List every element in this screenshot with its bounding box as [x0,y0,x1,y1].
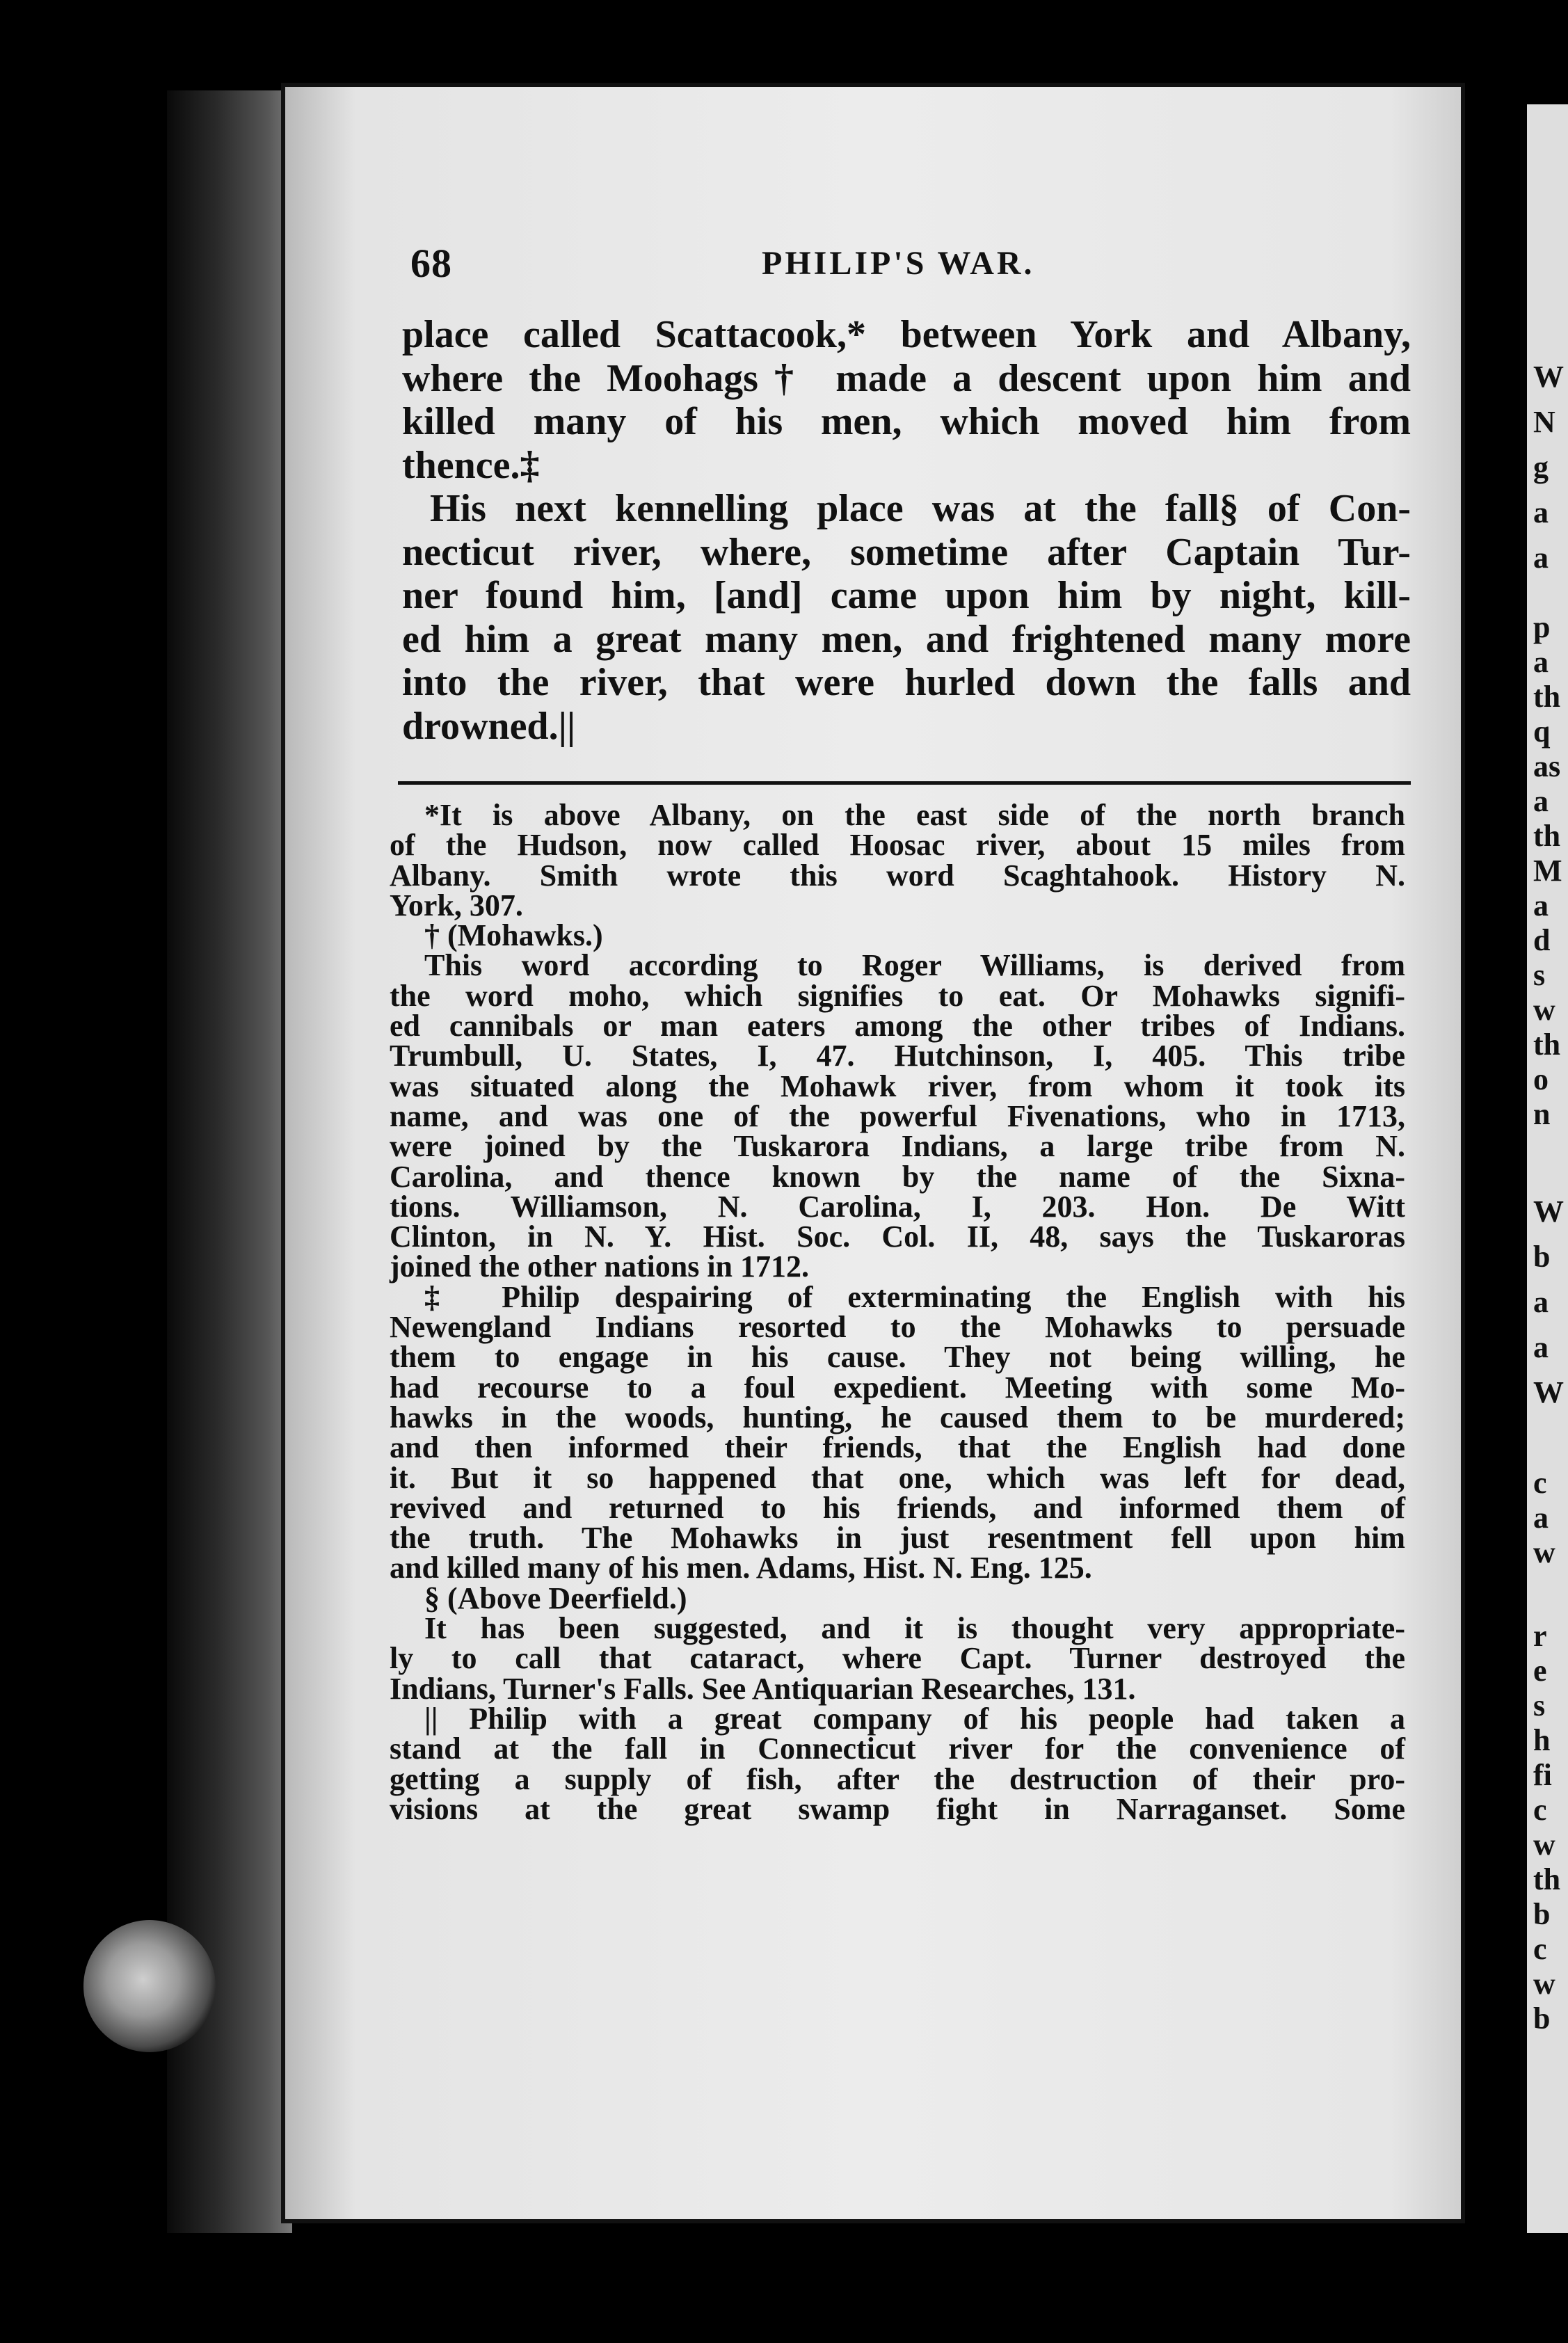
adjacent-page-fragment: w [1533,1967,1555,2001]
text-line: His next kennelling place was at the fall§ of Con- [430,487,1411,530]
footnote-line: Carolina, and thence known by the name of the Sixna- [390,1159,1405,1194]
footnote-line: of the Hudson, now called Hoosac river, about 15 miles from [390,828,1405,863]
adjacent-page-fragment: as [1533,749,1561,783]
footnote-line: § (Above Deerfield.) [424,1581,687,1615]
text-line: into the river, that were hurled down the falls and [402,661,1411,704]
adjacent-page-fragment: o [1533,1062,1549,1096]
adjacent-page-fragment: w [1533,993,1555,1027]
footnote-line: name, and was one of the powerful Fivenations, who in 1713, [390,1098,1405,1133]
adjacent-page-fragment: W [1533,1375,1564,1409]
adjacent-page-fragment: th [1533,680,1561,714]
footnote-line: tions. Williamson, N. Carolina, I, 203. Hon. De Witt [390,1189,1405,1224]
adjacent-page-fragment: s [1533,958,1546,992]
footnote-line: them to engage in his cause. They not being willing, he [390,1340,1405,1375]
adjacent-page-fragment: a [1533,784,1549,818]
page-number: 68 [410,241,452,286]
footnote-line: This word according to Roger Williams, is derived from [424,948,1405,983]
footnote-line: Albany. Smith wrote this word Scaghtahook. History N. [390,858,1405,893]
adjacent-page-fragment: W [1533,360,1564,394]
text-line: killed many of his men, which moved him from [402,400,1411,443]
book-spine-gutter [167,90,292,2233]
footnote-line: || Philip with a great company of his people had taken a [424,1701,1405,1736]
adjacent-page-fragment: W [1533,1194,1564,1229]
main-text [402,313,1411,748]
text-line: ner found him, [and] came upon him by night, kill- [402,574,1411,617]
adjacent-page-fragment: d [1533,923,1551,957]
text-line: drowned.|| [402,704,576,748]
footnote-line: getting a supply of fish, after the destruction of their pro- [390,1761,1405,1796]
adjacent-page-fragment: e [1533,1654,1547,1688]
footnote-divider [398,781,1411,785]
footnote-line: and then informed their friends, that the English had done [390,1430,1405,1465]
footnote-line: Clinton, in N. Y. Hist. Soc. Col. II, 48, says the Tuskaroras [390,1220,1405,1254]
footnote-line: † (Mohawks.) [424,918,603,953]
adjacent-page-fragment: th [1533,1027,1561,1062]
adjacent-page-fragment: a [1533,1501,1549,1535]
adjacent-page-fragment: M [1533,854,1562,888]
footnote-line: were joined by the Tuskarora Indians, a large tribe from N. [390,1129,1405,1164]
adjacent-page-fragment: c [1533,1932,1547,1966]
footnote-line: Newengland Indians resorted to the Mohawks to persuade [390,1310,1405,1345]
text-line: necticut river, where, sometime after Captain Tur- [402,530,1411,574]
adjacent-page-fragment: a [1533,1330,1549,1364]
page-stain [83,1920,216,2052]
footnote-line: ly to call that cataract, where Capt. Turner destroyed the [390,1641,1405,1676]
adjacent-page-fragment: b [1533,1240,1551,1274]
running-head: PHILIP'S WAR. [762,245,1035,282]
footnote-line: It has been suggested, and it is thought very appropriate- [424,1611,1405,1646]
adjacent-page-fragment: w [1533,1535,1555,1569]
adjacent-page-fragment: c [1533,1466,1547,1500]
footnote-line: the truth. The Mohawks in just resentment fell upon him [390,1521,1405,1556]
adjacent-page-fragment: g [1533,450,1549,484]
adjacent-page-fragment: th [1533,819,1561,853]
adjacent-page-fragment: r [1533,1619,1547,1653]
adjacent-page-fragment: a [1533,888,1549,922]
text-line: ed him a great many men, and frightened many more [402,617,1411,661]
adjacent-page-fragment: p [1533,610,1551,644]
adjacent-page-fragment: th [1533,1862,1561,1896]
footnote-line: had recourse to a foul expedient. Meeting with some Mo- [390,1370,1405,1405]
adjacent-page-fragment: b [1533,1897,1551,1931]
adjacent-page-fragment: s [1533,1688,1546,1722]
text-line: thence.‡ [402,443,540,487]
adjacent-page-fragment: a [1533,495,1549,529]
footnote-line: *It is above Albany, on the east side of the north branch [424,798,1405,832]
adjacent-page-fragment: b [1533,2001,1551,2036]
adjacent-page-fragment: a [1533,645,1549,679]
adjacent-page-fragment: w [1533,1828,1555,1862]
footnote-line: York, 307. [390,888,523,922]
text-line: where the Moohags† made a descent upon him and [402,356,1411,400]
footnote-line: it. But it so happened that one, which was left for dead, [390,1460,1405,1495]
adjacent-page-fragment: a [1533,1285,1549,1319]
footnote-line: revived and returned to his friends, and informed them of [390,1490,1405,1525]
adjacent-page-fragment: q [1533,714,1551,749]
adjacent-page-fragment: n [1533,1097,1551,1131]
footnote-line: Indians, Turner's Falls. See Antiquarian Researches, 131. [390,1671,1136,1706]
adjacent-page-fragment: h [1533,1723,1551,1757]
footnote-line: ed cannibals or man eaters among the other tribes of Indians. [390,1009,1405,1043]
footnote-line: joined the other nations in 1712. [390,1249,810,1284]
footnote-line: hawks in the woods, hunting, he caused them to be murdered; [390,1400,1405,1434]
adjacent-page-fragment: c [1533,1793,1547,1827]
footnote-line: visions at the great swamp fight in Narraganset. Some [390,1791,1405,1826]
text-line: place called Scattacook,* between York and Albany, [402,313,1411,356]
footnote-line: ‡ Philip despairing of exterminating the English with his [424,1279,1405,1314]
adjacent-page-fragment: fi [1533,1758,1552,1792]
adjacent-page-fragment: N [1533,405,1555,439]
footnote-line: the word moho, which signifies to eat. Or Mohawks signifi- [390,978,1405,1013]
footnote-line: Trumbull, U. States, I, 47. Hutchinson, I, 405. This tribe [390,1039,1405,1073]
footnote-line: was situated along the Mohawk river, from whom it took its [390,1069,1405,1103]
footnote-line: and killed many of his men. Adams, Hist. N. Eng. 125. [390,1551,1092,1585]
footnote-line: stand at the fall in Connecticut river for the convenience of [390,1732,1405,1766]
footnotes [390,800,1405,1824]
adjacent-page-fragment: a [1533,541,1549,575]
page-header [410,240,1405,289]
